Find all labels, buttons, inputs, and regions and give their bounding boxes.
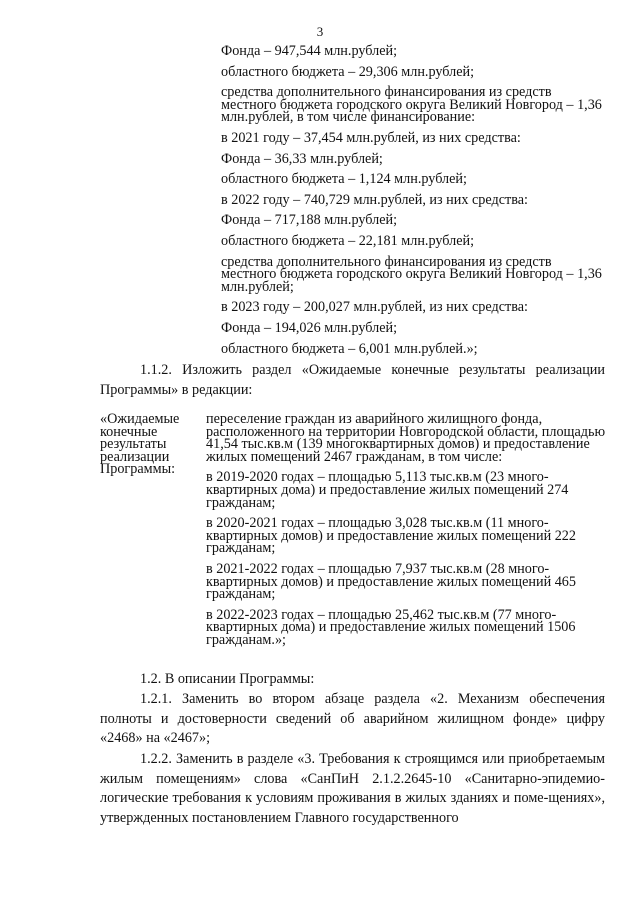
label-line: Программы: — [100, 461, 176, 478]
paragraph: 1.2.1. Заменить во втором абзаце раздела «2. Механизм обеспечения полноты и достоверности сведений об аварийном жилищном фонде» цифру «2468» на «2467»; — [100, 691, 605, 746]
funding-line: Фонда – 717,188 млн.рублей; — [221, 212, 398, 229]
paragraph: 1.1.2. Изложить раздел «Ожидаемые конечные результаты реализации Программы» в редакции: — [100, 362, 605, 398]
label-line: «Ожидаемые — [100, 411, 180, 427]
funding-line: Фонда – 36,33 млн.рублей; — [221, 150, 383, 167]
funding-line: Фонда – 194,026 млн.рублей; — [221, 319, 398, 336]
funding-line: областного бюджета – 1,124 млн.рублей; — [221, 171, 467, 188]
results-item: в 2020-2021 годах – площадью 3,028 тыс.кв.м (11 много-квартирных домов) и предоставление жилых помещений 222 гражданам; — [206, 515, 576, 557]
funding-line: в 2021 году – 37,454 млн.рублей, из них средства: — [221, 129, 521, 146]
results-main: переселение граждан из аварийного жилищного фонда, расположенного на территории Новгородской области, площадью 41,54 тыс.кв.м (139 многоквартирных домов) и предоставление жилых помещений 2467 гражданам, в том числе: — [206, 411, 606, 465]
funding-line: средства дополнительного финансирования из средств местного бюджета городского округа Великий Новгород – 1,36 млн.рублей; — [221, 253, 602, 295]
results-item: в 2021-2022 годах – площадью 7,937 тыс.кв.м (28 много-квартирных домов) и предоставление жилых помещений 465 гражданам; — [206, 560, 576, 603]
funding-line: средства дополнительного финансирования из средств местного бюджета городского округа Великий Новгород – 1,36 млн.рублей, в том числе финансирование: — [221, 84, 602, 126]
results-item: в 2019-2020 годах – площадью 5,113 тыс.кв.м (23 много-квартирных дома) и предоставление жилых помещений 274 гражданам; — [206, 469, 569, 511]
paragraph: 1.2.2. Заменить в разделе «3. Требования к строящимся или приобретаемым жилым помещениям» слова «СанПиН 2.1.2.2645-10 «Санитарно-эпидемио-логические требования к условиям проживания в жилых зданиях и поме-щениях», утвержденных постановлением Главного государственного — [100, 751, 605, 826]
funding-list — [221, 45, 605, 363]
funding-line: областного бюджета – 22,181 млн.рублей; — [221, 232, 475, 249]
results-value — [206, 413, 606, 655]
funding-line: областного бюджета – 6,001 млн.рублей.»; — [221, 340, 478, 357]
section-1-2-1 — [100, 690, 605, 749]
funding-line: Фонда – 947,544 млн.рублей; — [221, 43, 398, 59]
section-1-2 — [100, 670, 605, 690]
funding-line: в 2022 году – 740,729 млн.рублей, из них средства: — [221, 191, 528, 208]
section-1-2-2 — [100, 750, 605, 828]
funding-line: в 2023 году – 200,027 млн.рублей, из них средства: — [221, 299, 528, 316]
label-line: реализации — [100, 448, 170, 465]
label-line: результаты — [100, 436, 167, 453]
funding-line: областного бюджета – 29,306 млн.рублей; — [221, 63, 475, 80]
page-number: 3 — [316, 24, 324, 39]
results-label — [100, 413, 196, 476]
results-item: в 2022-2023 годах – площадью 25,462 тыс.кв.м (77 много-квартирных дома) и предоставление жилых помещений 1506 гражданам.»; — [206, 606, 576, 648]
label-line: конечные — [100, 423, 158, 440]
paragraph: 1.2. В описании Программы: — [140, 671, 315, 687]
section-1-1-2 — [100, 361, 605, 400]
